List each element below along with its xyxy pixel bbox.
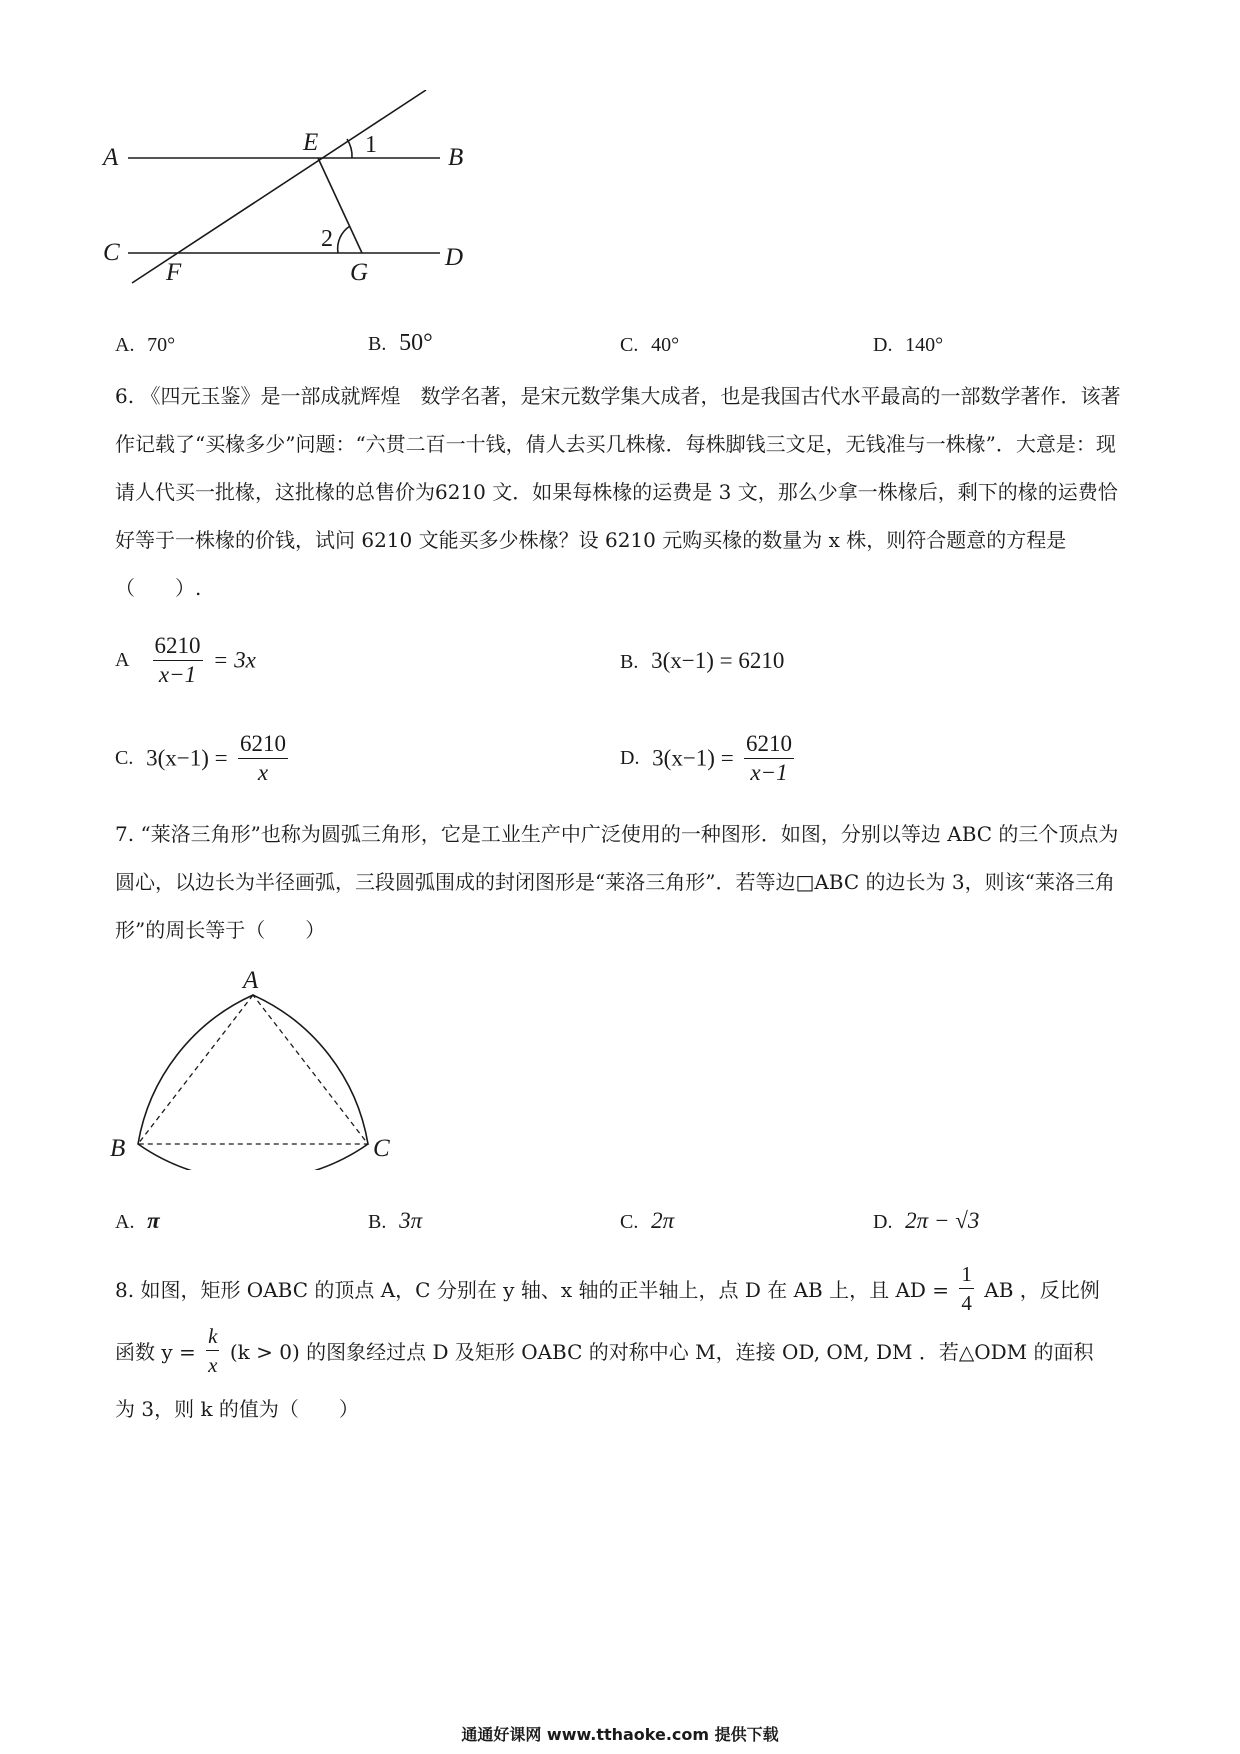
question-6-text: 6. 《四元玉鉴》是一部成就辉煌 数学名著，是宋元数学集大成者，也是我国古代水平最高的一部数学著作．该著作记载了“买椽多少”问题：“六贯二百一十钱，倩人去买几株椽．每株脚钱三文足，无钱准与一株椽”．大意是：现请人代买一批椽，这批椽的总售价为6210 文．如果每株椽的运费是 3 文，那么少拿一株椽后，剩下的椽的运费恰好等于一株椽的价钱，试问 6210 文能买多少株椽？设 6210 元购买椽的数量为 x 株，则符合题意的方程是（ ）. [115, 384, 1121, 600]
q7-option-d[interactable] [873, 1208, 979, 1234]
q8-text-part: (k > 0) 的图象经过点 D 及矩形 OABC 的对称中心 M，连接 OD, OM, DM ．若△ODM 的面积 [229, 1340, 1094, 1364]
q7-option-b[interactable] [368, 1208, 422, 1234]
q8-text-part: AB ，反比例 [984, 1278, 1100, 1302]
label-b: B [110, 1135, 126, 1162]
option-value: π [147, 1208, 160, 1233]
fraction-numerator: k [206, 1322, 219, 1351]
fraction [744, 730, 794, 787]
option-value: 50° [399, 330, 433, 356]
label-f: F [166, 259, 182, 286]
fraction [238, 730, 288, 787]
label-a: A [103, 144, 119, 171]
option-letter: D. [620, 747, 640, 769]
reuleaux-arcs [138, 995, 368, 1170]
q5-option-a[interactable] [115, 332, 175, 357]
option-letter: C. [115, 747, 134, 769]
fraction-denominator: x [257, 760, 269, 785]
q8-text-part: 8. 如图，矩形 OABC 的顶点 A，C 分别在 y 轴、x 轴的正半轴上，点 D 在 AB 上，且 AD = [115, 1278, 950, 1302]
option-value: 2π − √3 [905, 1208, 980, 1233]
option-letter: B. [620, 651, 639, 673]
angle-2-arc [338, 226, 350, 253]
q8-text-part: 函数 y = [115, 1340, 196, 1364]
label-angle-1: 1 [365, 132, 377, 158]
q5-option-c[interactable] [620, 332, 679, 357]
label-c: C [373, 1135, 390, 1162]
equilateral-triangle-dashed [138, 995, 368, 1144]
question-7-text: 7. “莱洛三角形”也称为圆弧三角形，它是工业生产中广泛使用的一种图形．如图，分别以等边 ABC 的三个顶点为圆心，以边长为半径画弧，三段圆弧围成的封闭图形是“莱洛三角形”．若等边□ABC 的边长为 3，则该“莱洛三角形”的周长等于（ ） [115, 822, 1119, 942]
fraction-denominator: x−1 [158, 662, 197, 687]
question-8-line-2 [115, 1322, 1135, 1379]
q6-option-c[interactable] [115, 730, 292, 787]
option-letter: A. [115, 1211, 135, 1233]
option-value: 3π [399, 1208, 423, 1233]
option-value: 140° [905, 334, 944, 356]
fraction-numerator: 6210 [238, 730, 288, 759]
option-letter: D. [873, 1211, 893, 1233]
option-value: 2π [651, 1208, 675, 1233]
q7-option-a[interactable] [115, 1208, 160, 1234]
fraction-numerator: 6210 [744, 730, 794, 759]
page-footer: 通通好课网 www.tthaoke.com 提供下载 [461, 1725, 779, 1744]
option-letter: A. [115, 334, 135, 356]
equation-lhs: 3(x−1) = [652, 745, 734, 771]
label-c: C [103, 239, 120, 266]
label-e: E [303, 129, 319, 156]
label-d: D [445, 244, 464, 271]
fraction-denominator: x−1 [750, 760, 788, 785]
option-value: 40° [651, 334, 680, 356]
option-letter: D. [873, 334, 893, 356]
option-letter: A [115, 649, 130, 671]
label-g: G [350, 259, 369, 286]
q6-option-a[interactable] [115, 632, 256, 689]
option-value: 70° [147, 334, 176, 356]
question-8-line-1 [115, 1260, 1135, 1317]
transversal-line [132, 90, 426, 283]
label-a: A [243, 967, 259, 994]
fraction-k-over-x [206, 1322, 219, 1379]
fraction [153, 632, 203, 689]
equation-lhs: 3(x−1) = [146, 745, 228, 771]
angle-1-arc [347, 139, 352, 158]
fraction-numerator: 1 [959, 1260, 974, 1289]
question-8-line-3: 为 3，则 k 的值为（ ） [115, 1397, 359, 1421]
option-letter: B. [368, 1211, 387, 1233]
q6-option-b[interactable] [620, 648, 784, 674]
equation: 3(x−1) = 6210 [651, 648, 785, 673]
option-letter: B. [368, 333, 387, 355]
q6-option-d[interactable] [620, 730, 798, 787]
fraction-one-quarter [959, 1260, 974, 1317]
fraction-numerator: 6210 [153, 632, 203, 661]
option-letter: C. [620, 334, 639, 356]
label-b: B [448, 144, 464, 171]
q5-option-d[interactable] [873, 332, 943, 357]
parallel-lines-figure [100, 90, 540, 320]
option-letter: C. [620, 1211, 639, 1233]
q5-option-b[interactable] [368, 330, 433, 357]
fraction-denominator: x [208, 1353, 218, 1377]
q7-option-c[interactable] [620, 1208, 674, 1234]
equation-rhs: = 3x [212, 647, 256, 673]
reuleaux-triangle-figure [105, 960, 405, 1170]
label-angle-2: 2 [321, 226, 333, 252]
fraction-denominator: 4 [961, 1291, 972, 1315]
